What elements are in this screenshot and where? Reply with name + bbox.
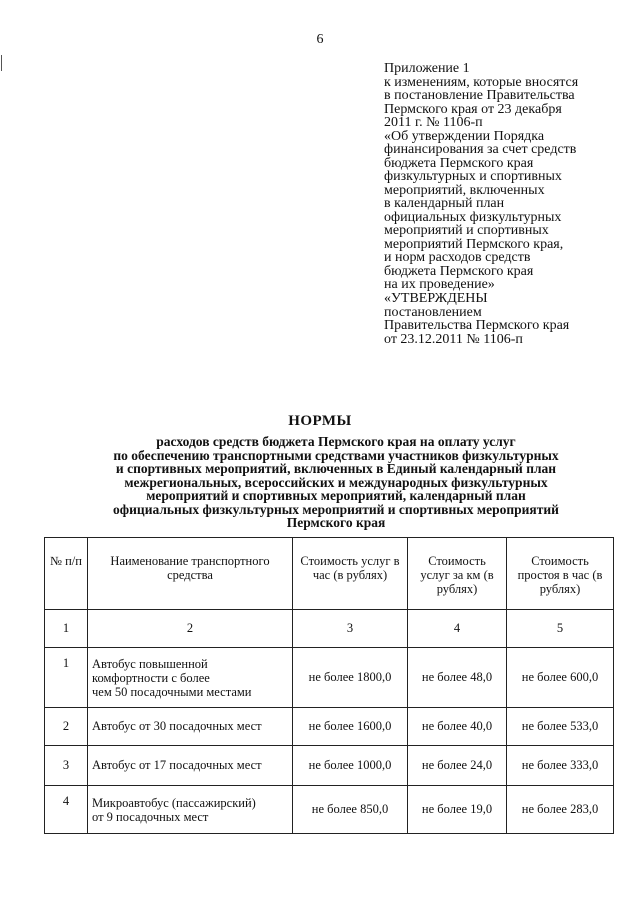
appendix-line: Приложение 1 bbox=[384, 61, 470, 76]
document-subtitle bbox=[0, 435, 640, 530]
table-header-row bbox=[45, 538, 614, 610]
appendix-line: 2011 г. № 1106-п bbox=[384, 115, 483, 130]
vehicle-name-line: чем 50 посадочными местами bbox=[92, 684, 252, 699]
subtitle-line: мероприятий и спортивных мероприятий, календарный план bbox=[146, 488, 526, 503]
table-row bbox=[45, 746, 614, 786]
vehicle-name: Автобус от 17 посадочных мест bbox=[88, 746, 293, 786]
table-index-row bbox=[45, 610, 614, 648]
header-cost-km: Стоимость услуг за км (в рублях) bbox=[408, 538, 507, 610]
row-num: 3 bbox=[45, 746, 88, 786]
cost-km-cell: не более 48,0 bbox=[408, 648, 507, 708]
margin-rule bbox=[1, 55, 2, 71]
vehicle-name-line: от 9 посадочных мест bbox=[92, 809, 209, 824]
appendix-line: Пермского края от 23 декабря bbox=[384, 101, 562, 117]
row-num: 2 bbox=[45, 708, 88, 746]
appendix-line: к изменениям, которые вносятся bbox=[384, 74, 579, 90]
approved-line: от 23.12.2011 № 1106-п bbox=[384, 331, 523, 347]
subtitle-line: Пермского края bbox=[286, 515, 386, 530]
appendix-line: «Об утверждении Порядка bbox=[384, 128, 545, 144]
idle-cell: не более 533,0 bbox=[507, 708, 614, 746]
appendix-line: мероприятий и спортивных bbox=[384, 223, 549, 238]
appendix-line: в постановление Правительства bbox=[384, 88, 575, 103]
row-num: 4 bbox=[45, 786, 88, 834]
page-number: 6 bbox=[316, 32, 324, 47]
header-idle: Стоимость простоя в час (в рублях) bbox=[507, 538, 614, 610]
vehicle-name: Автобус от 30 посадочных мест bbox=[88, 708, 293, 746]
cost-hour-cell: не более 1600,0 bbox=[293, 708, 408, 746]
cost-km-cell: не более 24,0 bbox=[408, 746, 507, 786]
approved-block bbox=[384, 292, 624, 346]
appendix-line: бюджета Пермского края bbox=[384, 155, 534, 171]
vehicle-name-line: Микроавтобус (пассажирский) bbox=[92, 795, 256, 810]
index-cell: 1 bbox=[45, 610, 88, 648]
vehicle-name-line: комфортности с более bbox=[92, 670, 210, 685]
appendix-line: на их проведение» bbox=[384, 277, 495, 292]
vehicle-name-line: Автобус повышенной bbox=[92, 656, 208, 671]
appendix-line: мероприятий, включенных bbox=[384, 182, 545, 198]
appendix-line: официальных физкультурных bbox=[384, 209, 562, 225]
appendix-line: финансирования за счет средств bbox=[384, 142, 577, 157]
approved-line: Правительства Пермского края bbox=[384, 318, 570, 333]
approved-line: «УТВЕРЖДЕНЫ bbox=[384, 291, 488, 306]
row-num: 1 bbox=[45, 648, 88, 708]
header-name: Наименование транспортного средства bbox=[88, 538, 293, 610]
appendix-line: бюджета Пермского края bbox=[384, 263, 534, 279]
index-cell: 4 bbox=[408, 610, 507, 648]
cost-km-cell: не более 19,0 bbox=[408, 786, 507, 834]
idle-cell: не более 333,0 bbox=[507, 746, 614, 786]
appendix-line: мероприятий Пермского края, bbox=[384, 236, 564, 252]
appendix-line: физкультурных и спортивных bbox=[384, 169, 562, 184]
cost-km-cell: не более 40,0 bbox=[408, 708, 507, 746]
idle-cell: не более 600,0 bbox=[507, 648, 614, 708]
appendix-line: в календарный план bbox=[384, 196, 505, 211]
table-row bbox=[45, 708, 614, 746]
cost-hour-cell: не более 850,0 bbox=[293, 786, 408, 834]
index-cell: 3 bbox=[293, 610, 408, 648]
cost-hour-cell: не более 1800,0 bbox=[293, 648, 408, 708]
appendix-block bbox=[384, 62, 624, 292]
norms-table bbox=[44, 537, 614, 834]
document-title: НОРМЫ bbox=[288, 413, 352, 429]
subtitle-line: расходов средств бюджета Пермского края на оплату услуг bbox=[156, 434, 516, 449]
subtitle-line: и спортивных мероприятий, включенных в Единый календарный план bbox=[115, 461, 557, 476]
subtitle-line: по обеспечению транспортными средствами участников физкультурных bbox=[113, 447, 559, 463]
header-cost-hour: Стоимость услуг в час (в рублях) bbox=[293, 538, 408, 610]
index-cell: 5 bbox=[507, 610, 614, 648]
subtitle-line: межрегиональных, всероссийских и международных физкультурных bbox=[124, 474, 548, 490]
cost-hour-cell: не более 1000,0 bbox=[293, 746, 408, 786]
idle-cell: не более 283,0 bbox=[507, 786, 614, 834]
subtitle-line: официальных физкультурных мероприятий и спортивных мероприятий bbox=[113, 501, 559, 517]
vehicle-name bbox=[88, 648, 293, 708]
table-row bbox=[45, 648, 614, 708]
header-num: № п/п bbox=[45, 538, 88, 610]
appendix-line: и норм расходов средств bbox=[384, 250, 531, 265]
approved-line: постановлением bbox=[384, 304, 482, 320]
table-row bbox=[45, 786, 614, 834]
vehicle-name bbox=[88, 786, 293, 834]
index-cell: 2 bbox=[88, 610, 293, 648]
